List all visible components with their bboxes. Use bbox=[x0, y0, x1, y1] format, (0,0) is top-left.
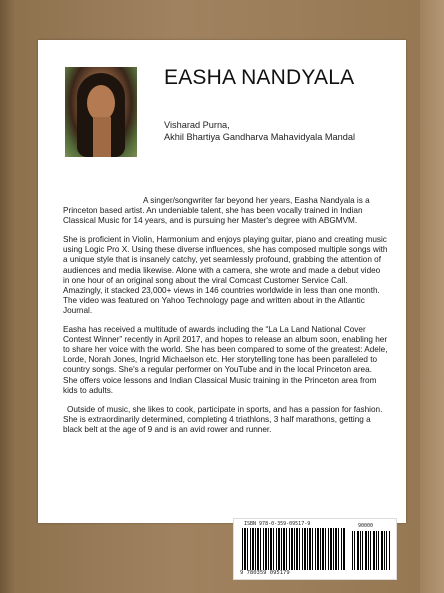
author-name: EASHA NANDYALA bbox=[164, 66, 355, 89]
ean-number: 9 780359 095179 bbox=[240, 570, 290, 576]
bio-paragraph-4: Outside of music, she likes to cook, participate in sports, and has a passion for fashion. She is extraordinarily determined, completing 4 triathlons, 3 half marathons, getting a black belt at the age of 9 and is an avid rower and runner. bbox=[63, 404, 383, 434]
author-photo bbox=[65, 67, 137, 157]
spine-edge bbox=[0, 0, 14, 593]
isbn-label: ISBN 978-0-359-09517-9 bbox=[244, 521, 311, 527]
author-photo-face bbox=[87, 85, 115, 121]
barcode-main-bars bbox=[242, 528, 346, 570]
author-credentials bbox=[164, 119, 355, 143]
credential-line-1: Visharad Purna, bbox=[164, 120, 230, 130]
credential-line-2: Akhil Bhartiya Gandharva Mahavidyala Mandal bbox=[164, 132, 355, 142]
isbn-barcode bbox=[233, 518, 397, 580]
author-photo-neck bbox=[93, 117, 111, 157]
bio-paragraph-1: A singer/songwriter far beyond her years, Easha Nandyala is a Princeton based artist. An undeniable talent, she has been vocally trained in Indian Classical Music for 14 years, and is pursuing her Master's degree with ABGMVM. bbox=[63, 196, 370, 226]
barcode-addon-bars bbox=[352, 531, 390, 570]
cover-right-edge bbox=[420, 0, 444, 593]
bio-paragraph-2: She is proficient in Violin, Harmonium and enjoys playing guitar, piano and creating music using Logic Pro X. Using these diverse influences, she has composed multiple songs with a unique style that is insanely catchy, yet seamlessly profound, grabbing the attention of audiences and media likewise. Alone with a camera, she wrote and made a debut video in one hour of an original song about the viral Comcast Customer Service Call. Amazingly, it stacked 23,000+ views in 146 countries worldwide in less than one month. The video was featured on Yahoo Technology page and written about in the Atlantic Journal. bbox=[63, 235, 388, 315]
barcode-addon-label: 90000 bbox=[358, 523, 374, 529]
content-panel bbox=[38, 40, 406, 523]
bio-paragraph-3: Easha has received a multitude of awards including the “La La Land National Cover Contest Winner” recently in April 2017, and hopes to release an album soon, enabling her to share her voice with the world. She has been compared to some of the greatest: Adele, Lorde, Norah Jones, Ingrid Michaelson etc. Her storytelling tone has been paralleled to country songs. She's a regular performer on YouTube and in the local Princeton area. She offers voice lessons and Indian Classical Music training in the Princeton area from kids to adults. bbox=[63, 325, 388, 395]
author-bio bbox=[63, 196, 388, 444]
